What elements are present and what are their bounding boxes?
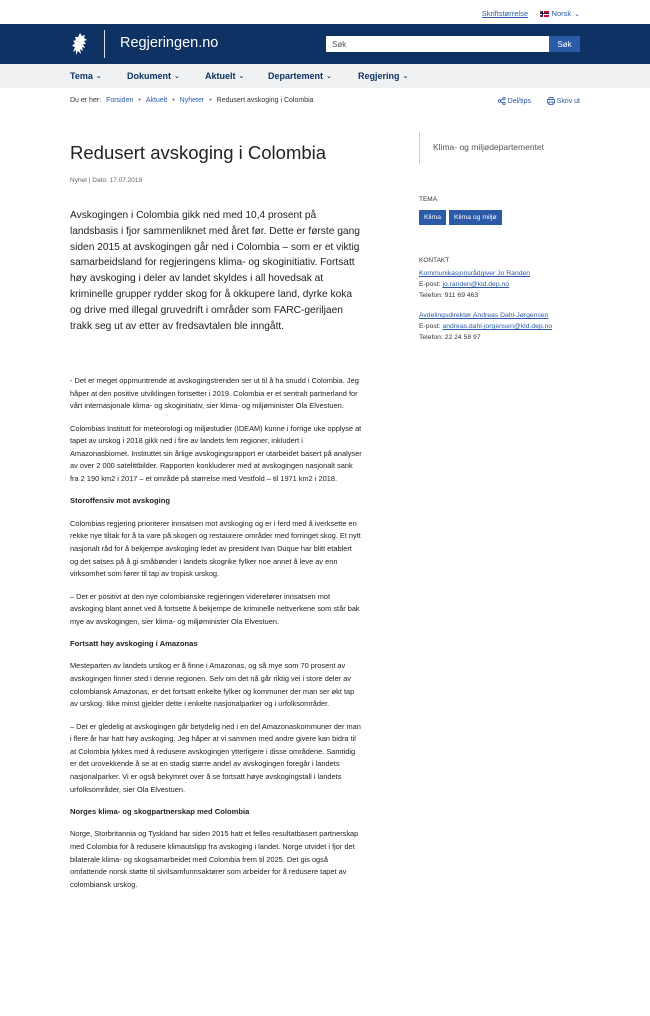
- article-paragraph: Colombias Institutt for meteorologi og miljøstudier (IDEAM) kunne i forrige uke opplyse at tapet av urskog i 2018 gikk ned i fire av landets fem regioner, inkludert i Amazonasbiomet. Instituttet sin årlige avskogingsrapport er utarbeidet basert på analyser av over 2 000 satelittbilder. Rapporten konkluderer med at avskogingen nasjonalt sank fra 2 190 km2 i 2017 – et område på størrelse med Vestfold – til 1971 km2 i 2018.: [70, 423, 362, 483]
- breadcrumb-prefix: Du er her:: [70, 97, 102, 104]
- language-label: Norsk: [551, 9, 572, 18]
- nav-label: Tema: [70, 71, 93, 81]
- site-name[interactable]: Regjeringen.no: [120, 35, 219, 51]
- logo-divider: [104, 30, 105, 58]
- chevron-down-icon: ⌄: [326, 73, 332, 80]
- contact-phone: Telefon: 911 69 463: [419, 292, 479, 299]
- email-prefix: E-post:: [419, 323, 441, 330]
- nav-label: Departement: [268, 71, 324, 81]
- nav-item-aktuelt[interactable]: [205, 71, 244, 81]
- contact-email-line: [419, 321, 552, 332]
- nav-item-dokument[interactable]: [127, 71, 180, 81]
- breadcrumb-link-forsiden[interactable]: Forsiden: [106, 97, 134, 104]
- article-paragraph: – Det er positivt at den nye colombianske regjeringen viderefører innsatsen mot avskoging blant annet ved å fortsette å bekjempe de kriminelle nettverkene som står bak mye av avskogingen, sier klima- og miljøminister Ola Elvestuen.: [70, 591, 360, 626]
- contact-label: KONTAKT: [419, 257, 450, 264]
- contact-email-link[interactable]: jo.randen@kld.dep.no: [442, 281, 510, 288]
- article-subheading: Norges klima- og skogpartnerskap med Colombia: [70, 807, 250, 816]
- nav-item-regjering[interactable]: [358, 71, 408, 81]
- contact-email-line: [419, 279, 530, 290]
- contact-card: [419, 268, 530, 301]
- article-paragraph: Norge, Storbritannia og Tyskland har siden 2015 hatt et felles resultatbasert partnerskap med Colombia for å redusere klimautslipp fra avskoging i landet. Norge utvidet i fjor det bilaterale klima- og skogsamarbeidet med Colombia frem til 2025. Det gis også omfattende norsk støtte til sivilsamfunnsaktører som arbeider for å redusere tapet av colombiansk urskog.: [70, 829, 359, 889]
- share-icon: [498, 97, 506, 105]
- article-lead: Avskogingen i Colombia gikk ned med 10,4 prosent på landsbasis i fjor sammenliknet med året før. Dette er første gang siden 2015 at avskogingen går ned i Colombia – som er et viktig samarbeidsland for regjeringens klima- og skoginitiativ. Fortsatt høy avskoging i deler av landet skyldes i all hovedsak at kriminelle grupper rydder skog for å okkupere land, dyrke koka og drive med illegal gruvedrift i områder som FARC-geriljaen trakk seg ut av etter av fredsavtalen ble inngått.: [70, 210, 360, 332]
- tag-klima-og-miljo[interactable]: Klima og miljø: [449, 210, 502, 225]
- contact-name-link[interactable]: Avdelingsdirektør Andreas Dahl-Jørgensen: [419, 312, 549, 319]
- breadcrumb-separator: •: [138, 97, 141, 104]
- nav-item-tema[interactable]: [70, 71, 102, 81]
- article-paragraph: Colombias regjering prioriterer innsatsen mot avskoging og er i ferd med å iverksette en rekke nye tiltak for å ta vare på skogen og restaurere områder med forringet skog. Et nytt nasjonalt råd for å bekjempe avskoging ledet av president Ivan Duque har blitt etablert og det satses på å gi småbønder i landets skogrike fylker noe annet å leve av enn virksomhet som fører til tap av tropisk urskog.: [70, 518, 361, 579]
- share-label: Del/tips: [507, 97, 531, 105]
- contact-phone: Telefon: 22 24 58 97: [419, 334, 481, 341]
- article-subheading: Storoffensiv mot avskoging: [70, 496, 170, 506]
- breadcrumb-current: Redusert avskoging i Colombia: [216, 97, 314, 104]
- font-size-link[interactable]: Skriftstørrelse: [481, 9, 528, 18]
- print-label: Skriv ut: [556, 97, 580, 105]
- chevron-down-icon: ⌄: [174, 73, 180, 80]
- nav-label: Aktuelt: [205, 71, 236, 81]
- nav-label: Regjering: [358, 71, 400, 81]
- breadcrumb: [70, 97, 314, 104]
- sidebar-department: [419, 132, 580, 164]
- norway-flag-icon: [540, 11, 549, 17]
- main-nav: [0, 64, 650, 88]
- search-input[interactable]: [326, 36, 549, 52]
- tag-klima[interactable]: Klima: [419, 210, 446, 225]
- breadcrumb-link-nyheter[interactable]: Nyheter: [179, 97, 205, 104]
- chevron-down-icon: ⌄: [238, 73, 245, 80]
- contact-card: [419, 310, 552, 343]
- nav-label: Dokument: [127, 71, 172, 81]
- chevron-down-icon: ⌄: [95, 73, 102, 80]
- search-button[interactable]: Søk: [549, 36, 580, 52]
- topic-tags: [419, 210, 502, 225]
- article-paragraph: Mesteparten av landets urskog er å finne i Amazonas, og så mye som 70 prosent av avskogingen finner sted i denne regionen. Selv om det nå går riktig vei i store deler av colombiansk Amazonas, er det fortsatt enkelte fylker og kommuner der man ser økt tap av urskog. Ikke minst gjelder dette i enkelte nasjonalparker og i urfolksområder.: [70, 661, 355, 709]
- article-body: [70, 375, 362, 901]
- utility-bar: [0, 0, 650, 24]
- contact-name-link[interactable]: Kommunikasjonsrådgiver Jo Randen: [419, 270, 531, 277]
- department-link[interactable]: Klima- og miljødepartementet: [433, 142, 545, 152]
- language-selector[interactable]: [540, 9, 580, 18]
- article-paragraph: - Det er meget oppmuntrende at avskogingstrenden ser ut til å ha snudd i Colombia. Jeg håper at den positive utviklingen fortsetter i 2019. Colombia er et sentralt partnerland for vårt internasjonale klima- og skoginitiativ, sier klima- og miljøminister Ola Elvestuen.: [70, 376, 359, 411]
- nav-item-departement[interactable]: [268, 71, 332, 81]
- chevron-down-icon: ⌄: [402, 73, 409, 80]
- site-header: [0, 24, 650, 64]
- breadcrumb-separator: •: [172, 97, 175, 104]
- chevron-down-icon: ⌄: [574, 10, 580, 18]
- page-title: Redusert avskoging i Colombia: [70, 142, 327, 163]
- topic-label: TEMA: [419, 196, 438, 203]
- breadcrumb-link-aktuelt[interactable]: Aktuelt: [145, 97, 168, 104]
- article-meta: Nyhet | Dato: 17.07.2019: [70, 177, 143, 184]
- email-prefix: E-post:: [419, 281, 441, 288]
- contact-email-link[interactable]: andreas.dahl-jorgensen@kld.dep.no: [442, 323, 553, 330]
- share-link[interactable]: [498, 97, 531, 105]
- breadcrumb-separator: •: [209, 97, 212, 104]
- article-paragraph: – Det er gledelig at avskogingen går betydelig ned i en del Amazonaskommuner der man i flere år har hatt høy avskoging. Jeg håper at vi sammen med andre givere kan bidra til at Colombia lykkes med å redusere avskogingen ytterligere i disse områdene. Samtidig er det urovekkende å se at en stadig større andel av avskogingen foregår i landets nasjonalparker. Vi er også bekymret over å se fortsatt høye avskogingstall i landets urfolksområder, sier Ola Elvestuen.: [70, 721, 361, 794]
- lion-logo-icon[interactable]: [70, 32, 90, 56]
- print-link[interactable]: [547, 97, 580, 105]
- article-subheading: Fortsatt høy avskoging i Amazonas: [70, 639, 198, 649]
- printer-icon: [547, 97, 555, 105]
